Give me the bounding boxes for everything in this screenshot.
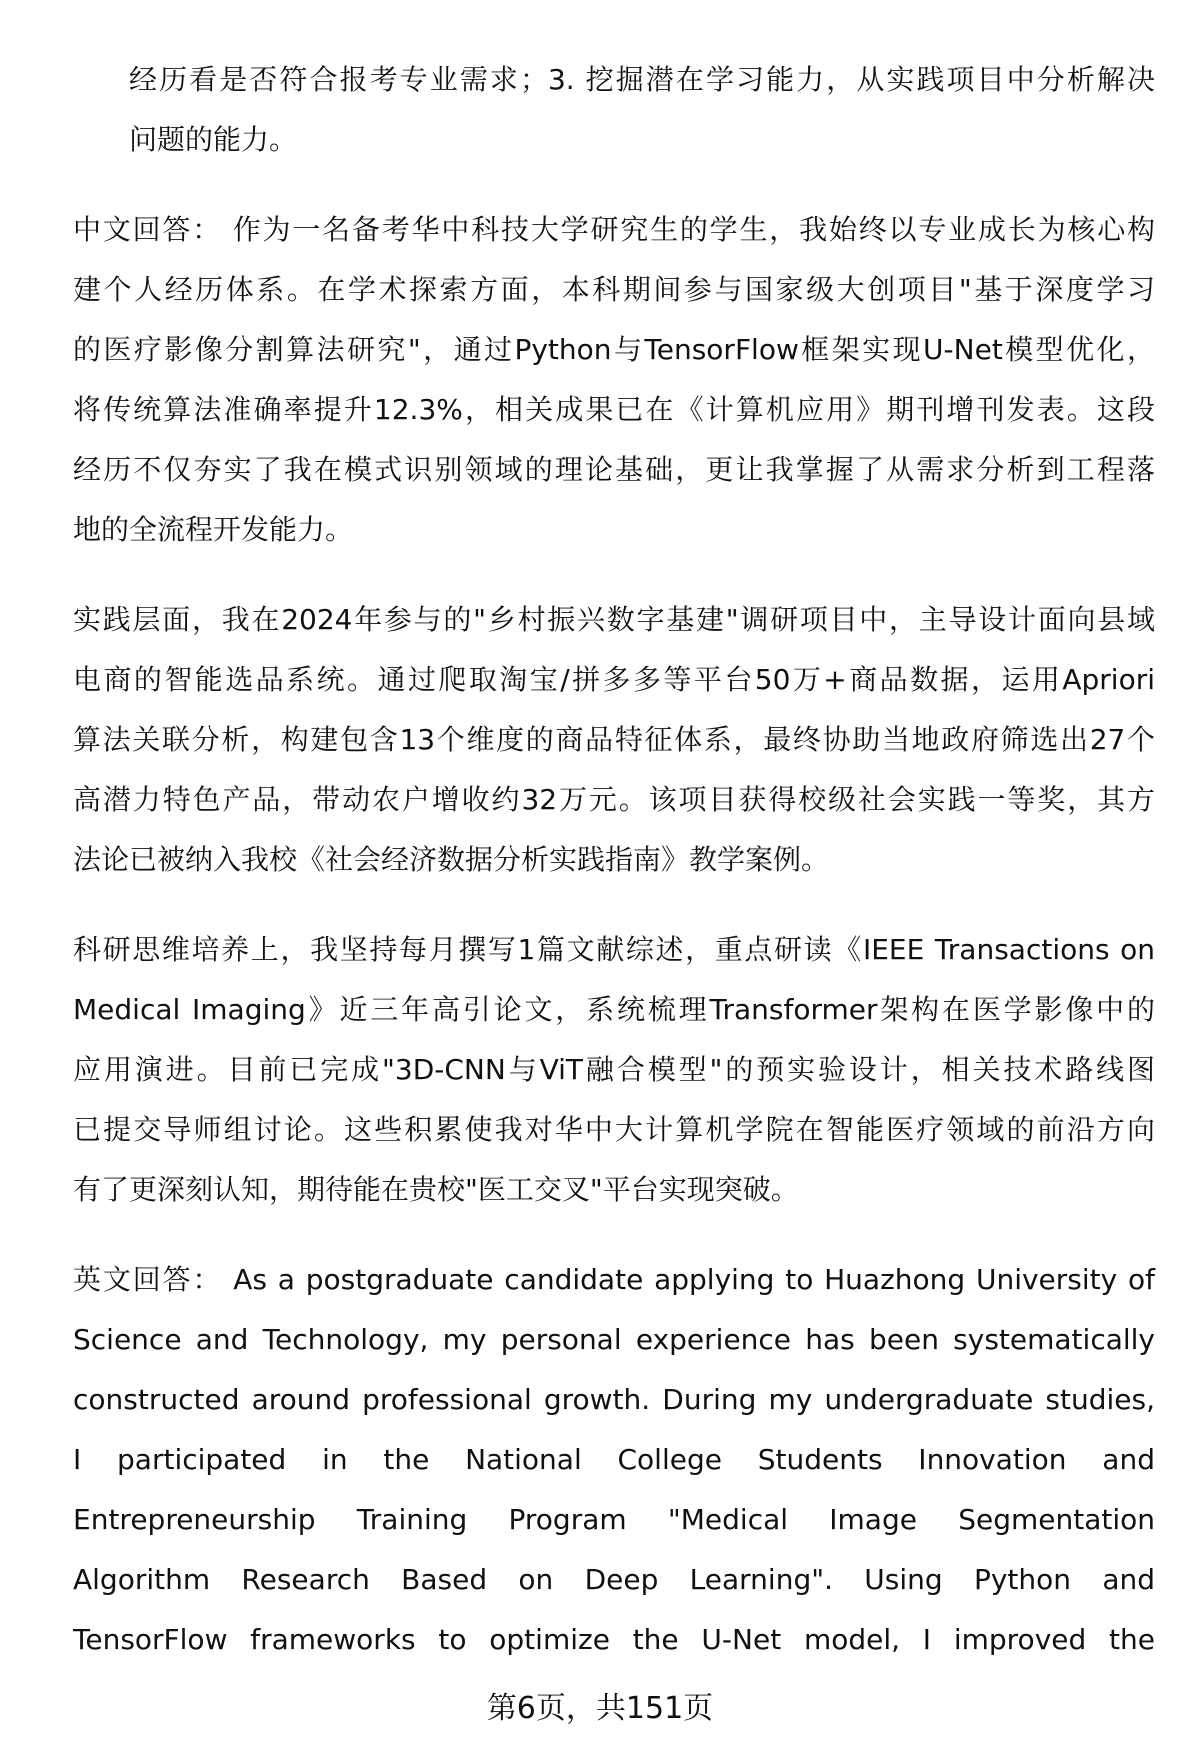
page-number: 第6页，共151页 [486,1691,714,1726]
paragraph [73,50,1155,170]
text-line: 有了更深刻认知，期待能在贵校"医工交叉"平台实现突破。 [73,1173,799,1206]
text-line: 问题的能力。 [129,123,298,156]
text-line: Entrepreneurship Training Program "Medical Image Segmentation [73,1503,1155,1536]
text-line: 的医疗影像分割算法研究"，通过Python与TensorFlow框架实现U-Net模型优化， [73,333,1155,366]
document-body [73,50,1155,1700]
text-line: Science and Technology, my personal experience has been systematically [73,1323,1155,1356]
text-line: 地的全流程开发能力。 [73,513,354,546]
paragraph [73,200,1155,560]
text-line: Algorithm Research Based on Deep Learning". Using Python and [73,1563,1155,1596]
text-line: 建个人经历体系。在学术探索方面，本科期间参与国家级大创项目"基于深度学习 [73,273,1155,306]
text-line: 电商的智能选品系统。通过爬取淘宝/拼多多等平台50万+商品数据，运用Apriori [73,663,1155,696]
text-line: 已提交导师组讨论。这些积累使我对华中大计算机学院在智能医疗领域的前沿方向 [73,1113,1155,1146]
text-line: constructed around professional growth. During my undergraduate studies, [73,1383,1155,1416]
text-line: 英文回答： As a postgraduate candidate applying to Huazhong University of [73,1263,1155,1296]
paragraph [73,920,1155,1220]
text-line: TensorFlow frameworks to optimize the U-Net model, I improved the [73,1623,1155,1656]
text-line: 实践层面，我在2024年参与的"乡村振兴数字基建"调研项目中，主导设计面向县域 [73,603,1155,636]
text-line: 经历不仅夯实了我在模式识别领域的理论基础，更让我掌握了从需求分析到工程落 [73,453,1155,486]
text-line: 经历看是否符合报考专业需求；3. 挖掘潜在学习能力，从实践项目中分析解决 [129,63,1155,96]
text-line: 算法关联分析，构建包含13个维度的商品特征体系，最终协助当地政府筛选出27个 [73,723,1155,756]
text-line: 应用演进。目前已完成"3D-CNN与ViT融合模型"的预实验设计，相关技术路线图 [73,1053,1155,1086]
text-line: 中文回答： 作为一名备考华中科技大学研究生的学生，我始终以专业成长为核心构 [73,213,1155,246]
text-line: 科研思维培养上，我坚持每月撰写1篇文献综述，重点研读《IEEE Transactions on [73,933,1155,966]
text-line: Medical Imaging》近三年高引论文，系统梳理Transformer架构在医学影像中的 [73,993,1155,1026]
text-line: I participated in the National College Students Innovation and [73,1443,1155,1476]
text-line: 法论已被纳入我校《社会经济数据分析实践指南》教学案例。 [73,843,830,876]
text-line: 高潜力特色产品，带动农户增收约32万元。该项目获得校级社会实践一等奖，其方 [73,783,1155,816]
text-line: 将传统算法准确率提升12.3%，相关成果已在《计算机应用》期刊增刊发表。这段 [73,393,1155,426]
paragraph [73,1250,1155,1670]
paragraph [73,590,1155,890]
